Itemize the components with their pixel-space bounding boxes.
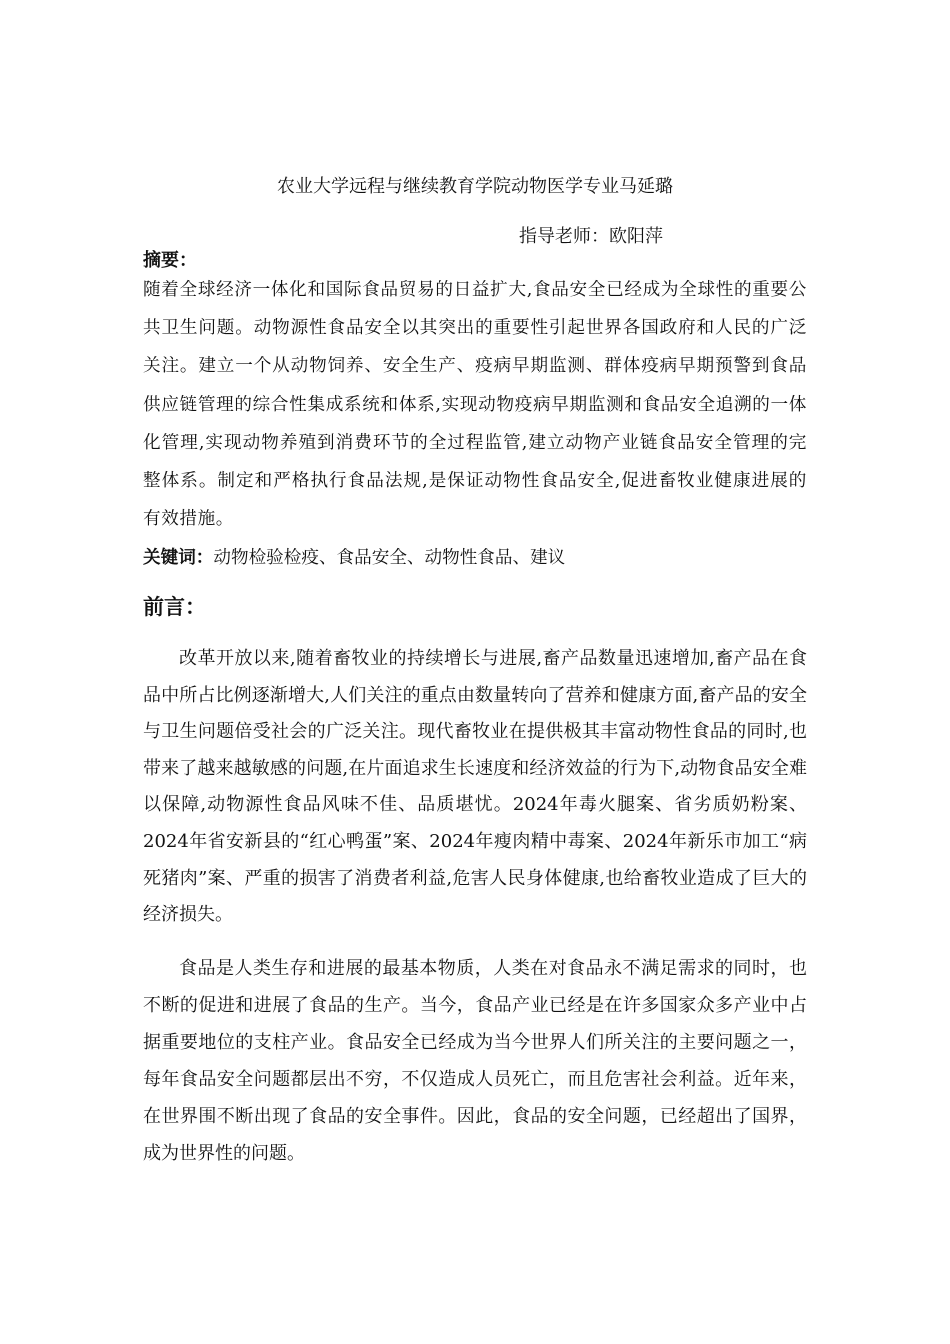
advisor-line: 指导老师：欧阳萍 bbox=[519, 226, 663, 247]
preface-paragraph: 食品是人类生存和进展的最基本物质，人类在对食品永不满足需求的同时，也不断的促进和进展了食品的生产。当今，食品产业已经是在许多国家众多产业中占据重要地位的支柱产业。食品安全已经成为当今世界人们所关注的主要问题之一，每年食品安全问题都层出不穷，不仅造成人员死亡，而且危害社会利益。近年来，在世界围不断出现了食品的安全事件。因此，食品的安全问题，已经超出了国界，成为世界性的问题。 bbox=[143, 958, 807, 1164]
keywords-label: 关键词： bbox=[143, 547, 214, 568]
preface-paragraph: 改革开放以来,随着畜牧业的持续增长与进展,畜产品数量迅速增加,畜产品在食品中所占比例逐渐增大,人们关注的重点由数量转向了营养和健康方面,畜产品的安全与卫生问题倍受社会的广泛关注。现代畜牧业在提供极其丰富动物性食品的同时,也带来了越来越敏感的问题,在片面追求生长速度和经济效益的行为下,动物食品安全难以保障,动物源性食品风味不佳、品质堪忧。2024年毒火腿案、省劣质奶粉案、2024年省安新县的“红心鸭蛋”案、2024年瘦肉精中毒案、2024年新乐市加工“病死猪肉”案、严重的损害了消费者利益,危害人民身体健康,也给畜牧业造成了巨大的经济损失。 bbox=[143, 648, 807, 926]
keywords-line bbox=[143, 543, 807, 573]
preface-heading: 前言： bbox=[143, 594, 206, 619]
keywords-text: 动物检验检疫、食品安全、动物性食品、建议 bbox=[213, 548, 566, 568]
abstract-label: 摘要： bbox=[143, 250, 197, 271]
abstract-body: 随着全球经济一体化和国际食品贸易的日益扩大,食品安全已经成为全球性的重要公共卫生问题。动物源性食品安全以其突出的重要性引起世界各国政府和人民的广泛关注。建立一个从动物饲养、安全生产、疫病早期监测、群体疫病早期预警到食品供应链管理的综合性集成系统和体系,实现动物疫病早期监测和食品安全追溯的一体化管理,实现动物养殖到消费环节的全过程监管,建立动物产业链食品安全管理的完整体系。制定和严格执行食品法规,是保证动物性食品安全,促进畜牧业健康进展的有效措施。 bbox=[143, 280, 807, 530]
author-line: 农业大学远程与继续教育学院动物医学专业马延璐 bbox=[277, 176, 673, 197]
